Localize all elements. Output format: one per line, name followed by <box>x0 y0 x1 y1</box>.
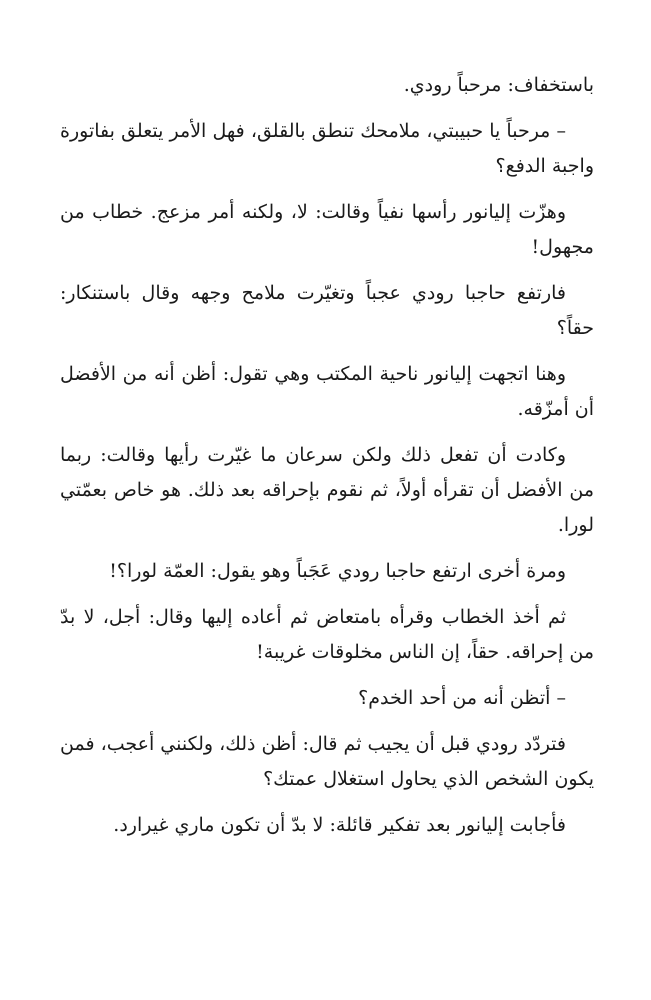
paragraph-1: باستخفاف: مرحباً رودي. <box>403 74 594 96</box>
paragraph-10: فتردّد رودي قبل أن يجيب ثم قال: أظن ذلك، ولكنني أعجب، فمن يكون الشخص الذي يحاول استغلال عمتك؟ <box>60 733 594 790</box>
paragraph-7: ومرة أخرى ارتفع حاجبا رودي عَجَباً وهو يقول: العمّة لورا؟! <box>109 560 566 582</box>
paragraph-5: وهنا اتجهت إليانور ناحية المكتب وهي تقول: أظن أنه من الأفضل أن أمزّقه. <box>60 363 594 420</box>
paragraph-9: – أتظن أنه من أحد الخدم؟ <box>358 687 566 709</box>
paragraph-2: – مرحباً يا حبيبتي، ملامحك تنطق بالقلق، فهل الأمر يتعلق بفاتورة واجبة الدفع؟ <box>60 120 594 177</box>
paragraph-3: وهزّت إليانور رأسها نفياً وقالت: لا، ولكنه أمر مزعج. خطاب من مجهول! <box>60 201 594 258</box>
paragraph-4: فارتفع حاجبا رودي عجباً وتغيّرت ملامح وجهه وقال باستنكار: حقاً؟ <box>60 282 594 339</box>
book-page-text <box>60 68 594 854</box>
paragraph-8: ثم أخذ الخطاب وقرأه بامتعاض ثم أعاده إليها وقال: أجل، لا بدّ من إحراقه. حقاً، إن الناس مخلوقات غريبة! <box>60 606 594 663</box>
paragraph-11: فأجابت إليانور بعد تفكير قائلة: لا بدّ أن تكون ماري غيرارد. <box>113 814 566 836</box>
paragraph-6: وكادت أن تفعل ذلك ولكن سرعان ما غيّرت رأيها وقالت: ربما من الأفضل أن تقرأه أولاً، ثم نقوم بإحراقه بعد ذلك. هو خاص بعمّتي لورا. <box>60 444 594 536</box>
